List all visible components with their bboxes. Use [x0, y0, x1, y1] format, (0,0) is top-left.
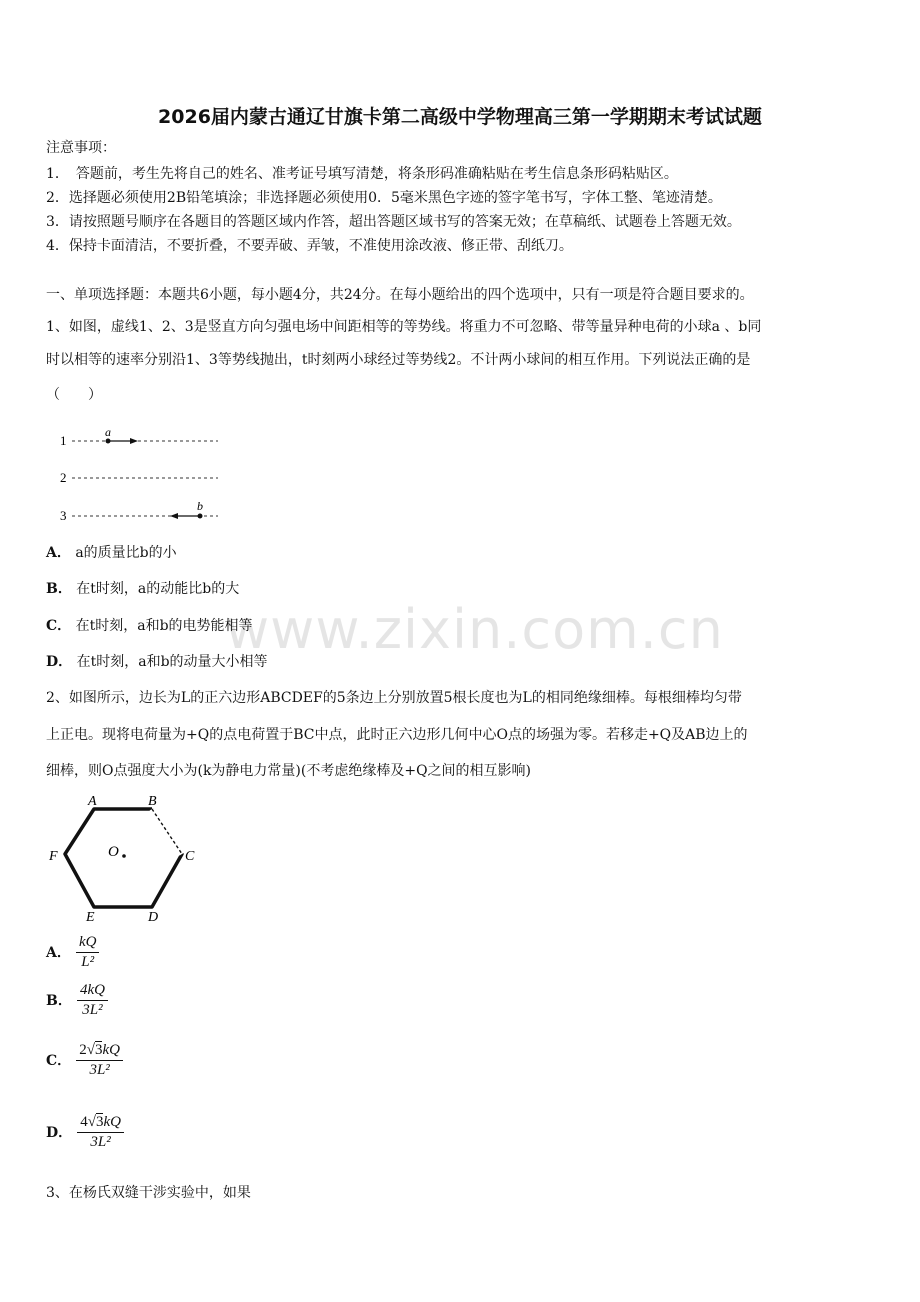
option-label: A． [46, 545, 71, 561]
notice-item-1: 1． 答题前，考生先将自己的姓名、准考证号填写清楚，将条形码准确粘贴在考生信息条形码粘贴区。 [46, 166, 678, 182]
equipotential-label-2: 2 [60, 470, 67, 485]
option-text: 在t时刻，a和b的电势能相等 [75, 618, 253, 634]
ball-a-label: a [105, 425, 111, 439]
notice-item-3: 3．请按照题号顺序在各题目的答题区域内作答，超出答题区域书写的答案无效；在草稿纸、试题卷上答题无效。 [46, 214, 741, 230]
fraction-denominator: 3L² [90, 1134, 111, 1150]
fraction-numerator: kQ [76, 934, 100, 953]
q1-line-3: （ ） [46, 387, 102, 403]
option-text: 在t时刻，a和b的动量大小相等 [76, 654, 268, 670]
q2-option-d [46, 1114, 124, 1151]
q2-line-3: 细棒，则O点强度大小为(k为静电力常量)(不考虑绝缘棒及+Q之间的相互影响) [46, 763, 532, 779]
numerator-tail: kQ [103, 1114, 121, 1130]
option-text: 在t时刻，a的动能比b的大 [76, 581, 240, 597]
numerator-tail: kQ [102, 1042, 120, 1058]
q2-line-2: 上正电。现将电荷量为+Q的点电荷置于BC中点，此时正六边形几何中心O点的场强为零。若移走+Q及AB边上的 [46, 727, 748, 743]
fraction-numerator [77, 1114, 124, 1133]
q1-figure [56, 422, 226, 528]
q1-option-b [46, 578, 239, 598]
q1-option-c [46, 615, 253, 635]
center-dot [122, 854, 126, 858]
fraction [77, 1114, 124, 1151]
option-label: A． [46, 945, 71, 961]
equipotential-label-1: 1 [60, 433, 67, 448]
ball-b-label: b [197, 499, 203, 513]
vertex-f-label: F [49, 849, 58, 864]
watermark: www.zixin.com.cn [225, 598, 724, 661]
notice-item-2: 2．选择题必须使用2B铅笔填涂；非选择题必须使用0．5毫米黑色字迹的签字笔书写，字体工整、笔迹清楚。 [46, 190, 722, 206]
vertex-e-label: E [86, 910, 95, 922]
fraction-numerator [76, 1042, 123, 1061]
option-label: C． [46, 618, 72, 634]
fraction-denominator: 3L² [82, 1002, 103, 1018]
q3-line-1: 3、在杨氏双缝干涉实验中，如果 [46, 1185, 251, 1201]
numerator-coefficient: 4 [80, 1114, 88, 1130]
q2-line-1: 2、如图所示，边长为L的正六边形ABCDEF的5条边上分别放置5根长度也为L的相同绝缘细棒。每根细棒均匀带 [46, 690, 742, 706]
radicand: 3 [95, 1114, 104, 1130]
equipotential-label-3: 3 [60, 508, 67, 523]
q2-option-a [46, 934, 99, 971]
vertex-a-label: A [88, 794, 97, 809]
q1-line-2: 时以相等的速率分别沿1、3等势线抛出，t时刻两小球经过等势线2。不计两小球间的相互作用。下列说法正确的是 [46, 352, 751, 368]
section-heading: 一、单项选择题：本题共6小题，每小题4分，共24分。在每小题给出的四个选项中，只有一项是符合题目要求的。 [46, 287, 754, 303]
vertex-d-label: D [148, 910, 159, 922]
q2-hexagon-figure [44, 790, 204, 922]
numerator-coefficient: 2 [79, 1042, 87, 1058]
fraction [77, 982, 108, 1019]
notice-heading: 注意事项： [46, 140, 116, 156]
radicand: 3 [94, 1042, 103, 1058]
option-label: C． [46, 1053, 72, 1069]
vertex-c-label: C [185, 849, 195, 864]
center-o-label: O [108, 844, 119, 860]
q1-option-a [46, 542, 177, 562]
q1-line-1: 1、如图，虚线1、2、3是竖直方向匀强电场中间距相等的等势线。将重力不可忽略、带等量异种电荷的小球a 、b同 [46, 319, 762, 335]
fraction-denominator: 3L² [89, 1062, 110, 1078]
q2-option-b [46, 982, 108, 1019]
fraction-denominator: L² [81, 954, 95, 970]
arrowhead-b [170, 513, 178, 519]
fraction-numerator: 4kQ [77, 982, 108, 1001]
page-title: 2026届内蒙古通辽甘旗卡第二高级中学物理高三第一学期期末考试试题 [158, 106, 762, 128]
option-label: D． [46, 654, 73, 670]
sqrt-sign: √ [86, 1042, 95, 1058]
option-text: a的质量比b的小 [75, 545, 177, 561]
arrowhead-a [130, 438, 138, 444]
fraction [76, 1042, 123, 1079]
option-label: B． [46, 993, 72, 1009]
sqrt-sign: √ [87, 1114, 96, 1130]
option-label: D． [46, 1125, 73, 1141]
q2-option-c [46, 1042, 123, 1079]
vertex-b-label: B [148, 794, 157, 809]
option-label: B． [46, 581, 72, 597]
notice-item-4: 4．保持卡面清洁，不要折叠，不要弄破、弄皱，不准使用涂改液、修正带、刮纸刀。 [46, 238, 573, 254]
fraction [76, 934, 100, 971]
